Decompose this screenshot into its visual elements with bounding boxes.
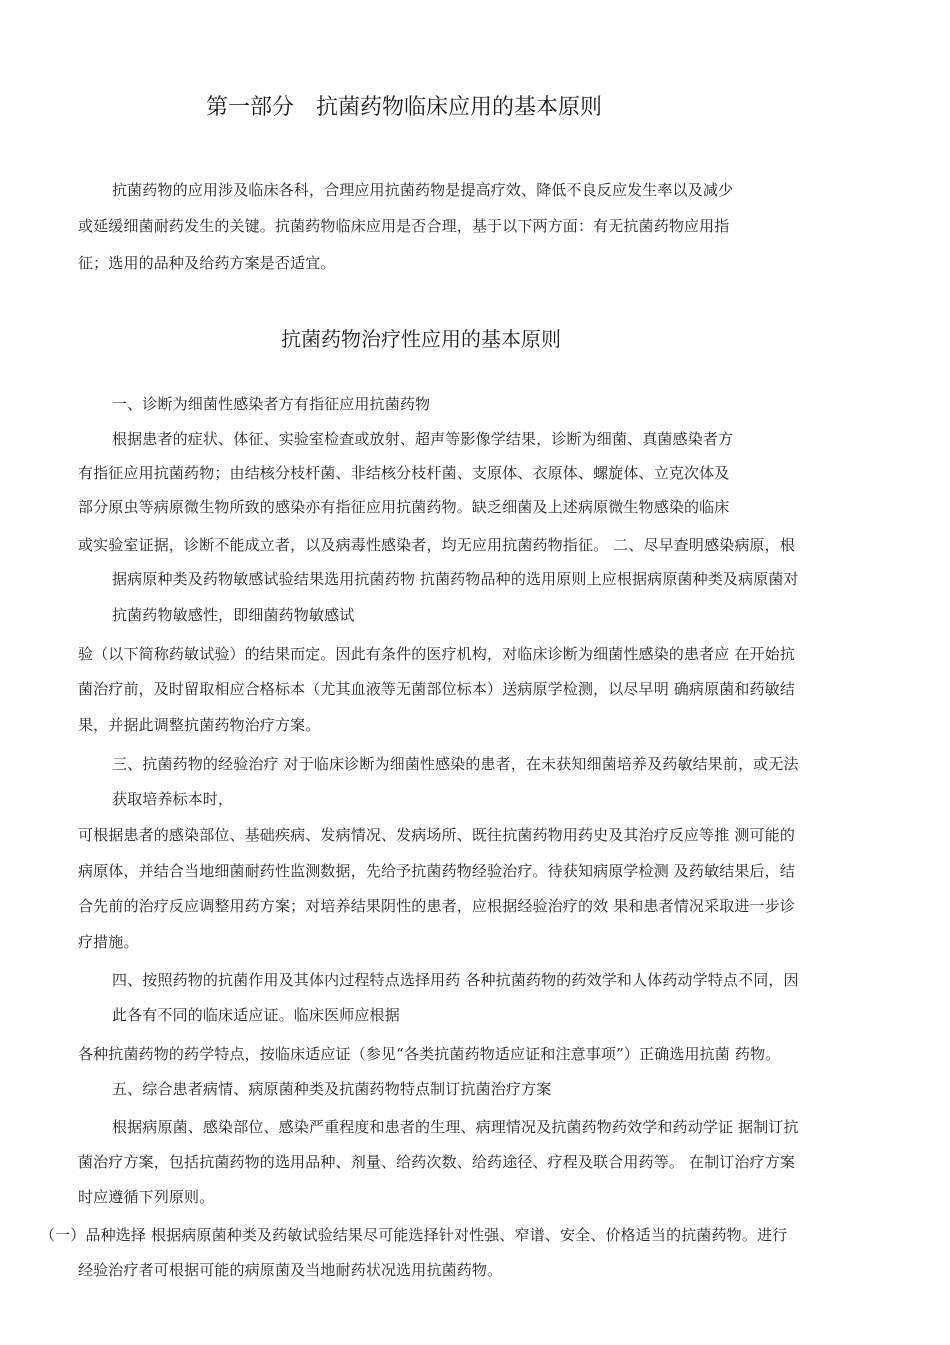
section-title: 抗菌药物治疗性应用的基本原则 <box>281 327 561 351</box>
body-line: 或实验室证据，诊断不能成立者，以及病毒性感染者，均无应用抗菌药物指征。 二、尽早查明感染病原，根 <box>78 536 795 554</box>
subheading-1: （一）品种选择 根据病原菌种类及药敏试验结果尽可能选择针对性强、窄谱、安全、价格适当的抗菌药物。进行 <box>40 1226 788 1244</box>
body-line: 经验治疗者可根据可能的病原菌及当地耐药状况选用抗菌药物。 <box>78 1261 503 1279</box>
body-line: 部分原虫等病原微生物所致的感染亦有指征应用抗菌药物。缺乏细菌及上述病原微生物感染的临床 <box>78 498 730 516</box>
body-line: 抗菌药物敏感性，即细菌药物敏感试 <box>112 606 355 624</box>
body-line: 验（以下简称药敏试验）的结果而定。因此有条件的医疗机构，对临床诊断为细菌性感染的患者应 在开始抗 <box>78 645 795 663</box>
intro-line-1: 抗菌药物的应用涉及临床各科，合理应用抗菌药物是提高疗效、降低不良反应发生率以及减少 <box>112 181 734 199</box>
body-line: 有指征应用抗菌药物；由结核分枝杆菌、非结核分枝杆菌、支原体、衣原体、螺旋体、立克次体及 <box>78 464 730 482</box>
heading-5: 五、综合患者病情、病原菌种类及抗菌药物特点制订抗菌治疗方案 <box>112 1080 552 1098</box>
body-line: 菌治疗方案，包括抗菌药物的选用品种、剂量、给药次数、给药途径、疗程及联合用药等。 在制订治疗方案 <box>78 1153 795 1171</box>
body-line: 病原体，并结合当地细菌耐药性监测数据，先给予抗菌药物经验治疗。待获知病原学检测 及药敏结果后，结 <box>78 862 795 880</box>
body-line: 时应遵循下列原则。 <box>78 1188 215 1206</box>
body-line: 可根据患者的感染部位、基础疾病、发病情况、发病场所、既往抗菌药物用药史及其治疗反应等推 测可能的 <box>78 826 795 844</box>
body-line: 各种抗菌药物的药学特点，按临床适应证（参见“各类抗菌药物适应证和注意事项”）正确选用抗菌 药物。 <box>78 1045 781 1063</box>
intro-line-2: 或延缓细菌耐药发生的关键。抗菌药物临床应用是否合理，基于以下两方面：有无抗菌药物应用指 <box>78 217 730 235</box>
intro-line-3: 征；选用的品种及给药方案是否适宜。 <box>78 254 336 272</box>
body-line: 获取培养标本时， <box>112 790 234 808</box>
page-title: 第一部分 抗菌药物临床应用的基本原则 <box>206 95 603 120</box>
heading-1: 一、诊断为细菌性感染者方有指征应用抗菌药物 <box>112 395 431 413</box>
heading-3: 三、抗菌药物的经验治疗 对于临床诊断为细菌性感染的患者，在未获知细菌培养及药敏结果前，或无法 <box>112 755 799 773</box>
body-line: 疗措施。 <box>78 933 139 951</box>
body-line: 据病原种类及药物敏感试验结果选用抗菌药物 抗菌药物品种的选用原则上应根据病原菌种类及病原菌对 <box>112 570 799 588</box>
body-line: 根据患者的症状、体征、实验室检查或放射、超声等影像学结果，诊断为细菌、真菌感染者方 <box>112 430 734 448</box>
body-line: 根据病原菌、感染部位、感染严重程度和患者的生理、病理情况及抗菌药物药效学和药动学证 据制订抗 <box>112 1118 799 1136</box>
body-line: 菌治疗前，及时留取相应合格标本（尤其血液等无菌部位标本）送病原学检测，以尽早明 确病原菌和药敏结 <box>78 680 795 698</box>
body-line: 果，并据此调整抗菌药物治疗方案。 <box>78 716 321 734</box>
body-line: 此各有不同的临床适应证。临床医师应根据 <box>112 1006 400 1024</box>
heading-4: 四、按照药物的抗菌作用及其体内过程特点选择用药 各种抗菌药物的药效学和人体药动学特点不同，因 <box>112 971 799 989</box>
body-line: 合先前的治疗反应调整用药方案；对培养结果阴性的患者，应根据经验治疗的效 果和患者情况采取进一步诊 <box>78 897 795 915</box>
